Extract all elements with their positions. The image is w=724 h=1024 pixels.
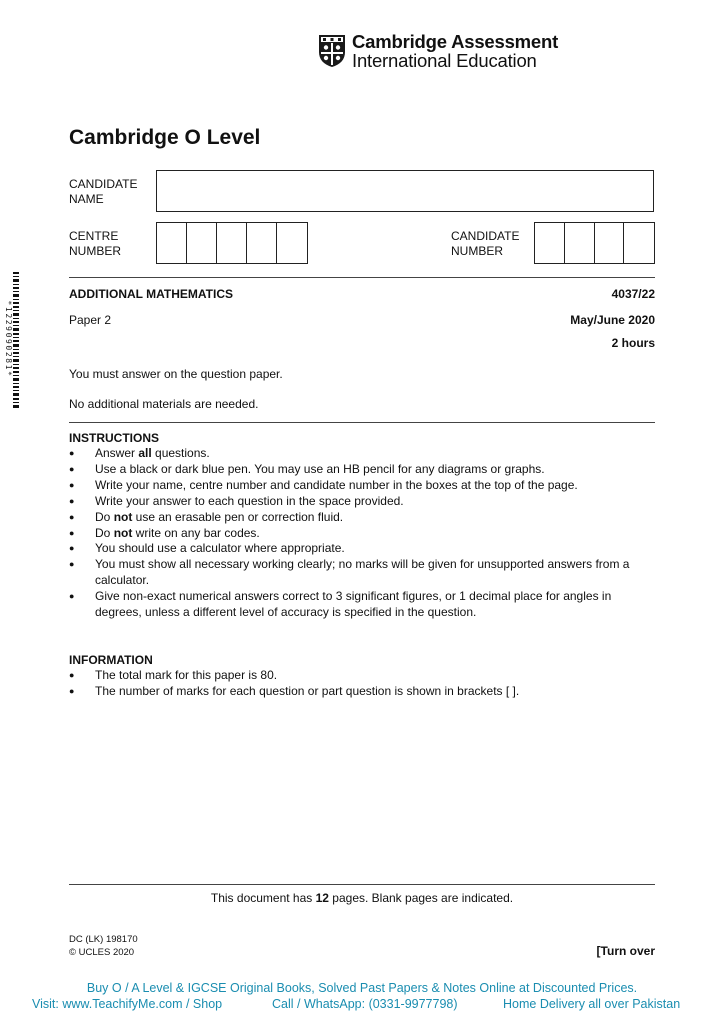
instruction-text: Write your name, centre number and candidate number in the boxes at the top of the page. [95,477,578,492]
paper-code: 4037/22 [611,287,655,301]
instruction-item [69,462,644,478]
candidate-number-cell[interactable] [624,223,654,263]
instructions-list [69,446,644,621]
centre-number-cell[interactable] [157,223,187,263]
instruction-text: You should use a calculator where appropriate. [95,541,345,556]
logo-line-1: Cambridge Assessment [352,31,559,52]
instruction-text: Write your answer to each question in the space provided. [95,493,404,508]
centre-number-label [69,229,121,259]
turn-over: [Turn over [596,944,655,958]
information-heading: INFORMATION [69,653,153,667]
paper-duration: 2 hours [611,336,655,350]
barcode-digits: *1229090281* [4,300,13,378]
dc-code: DC (LK) 198170 [69,934,138,945]
candidate-number-label [451,229,519,259]
divider [69,422,655,423]
instructions-heading: INSTRUCTIONS [69,431,159,445]
instruction-item [69,526,644,542]
candidate-name-label-line2: NAME [69,192,104,206]
centre-number-label-line1: CENTRE [69,229,119,243]
promo-visit-link[interactable]: Visit: www.TeachifyMe.com / Shop [32,997,223,1011]
instruction-item [69,478,644,494]
instruction-text: use an erasable pen or correction fluid. [132,509,344,524]
instruction-text: write on any bar codes. [132,525,260,540]
page-count-text: pages. Blank pages are indicated. [328,891,514,905]
instruction-item [69,510,644,526]
instruction-item [69,557,644,589]
instruction-item [69,541,644,557]
instruction-emphasis: not [113,509,133,524]
instruction-text: Use a black or dark blue pen. You may use an HB pencil for any diagrams or graphs. [95,461,545,476]
cambridge-logo [318,32,558,70]
answer-note: You must answer on the question paper. [69,367,283,381]
promo-line: Buy O / A Level & IGCSE Original Books, Solved Past Papers & Notes Online at Discounted Prices. [86,981,638,995]
centre-number-cell[interactable] [187,223,217,263]
candidate-name-label-line1: CANDIDATE [69,177,138,191]
instruction-emphasis: all [138,446,152,460]
candidate-number-cell[interactable] [595,223,625,263]
logo-line-2: International Education [352,50,537,71]
centre-number-cell[interactable] [247,223,277,263]
candidate-number-cell[interactable] [565,223,595,263]
instruction-text: Give non-exact numerical answers correct to 3 significant figures, or 1 decimal place for angles in degrees, unless a different level of accuracy is specified in the question. [95,589,612,620]
page-count-text: This document has [210,891,316,905]
materials-note: No additional materials are needed. [69,397,259,411]
information-item: ● The total mark for this paper is 80. [69,668,644,684]
instruction-item [69,446,644,462]
centre-number-label-line2: NUMBER [69,244,122,258]
paper-number: Paper 2 [69,313,112,327]
copyright: © UCLES 2020 [69,947,135,958]
centre-number-field[interactable] [156,222,308,264]
instruction-emphasis: not [113,525,133,540]
instruction-text: Do [95,509,114,524]
page-count-note [69,891,655,905]
instruction-text: Answer [95,446,139,460]
candidate-number-label-line1: CANDIDATE [451,229,520,243]
divider [69,277,655,278]
instruction-item [69,589,644,621]
information-item: ● The number of marks for each question or part question is shown in brackets [ ]. [69,684,644,700]
instruction-item [69,494,644,510]
candidate-number-label-line2: NUMBER [451,244,504,258]
promo-delivery: Home Delivery all over Pakistan [503,997,681,1011]
divider [69,884,655,885]
information-list [69,668,644,700]
paper-session: May/June 2020 [570,313,655,327]
page-count: 12 [315,891,329,905]
instruction-text: You must show all necessary working clearly; no marks will be given for unsupported answers from a calculator. [95,557,630,588]
centre-number-cell[interactable] [217,223,247,263]
promo-call[interactable]: Call / WhatsApp: (0331-9977798) [272,997,458,1011]
instruction-text: questions. [151,446,210,460]
page-title: Cambridge O Level [69,126,261,149]
cambridge-crest-icon [318,34,346,68]
centre-number-cell[interactable] [277,223,307,263]
candidate-name-label [69,177,137,207]
candidate-number-cell[interactable] [535,223,565,263]
candidate-name-field[interactable] [156,170,654,212]
candidate-number-field[interactable] [534,222,655,264]
instruction-text: Do [95,525,114,540]
subject-title: ADDITIONAL MATHEMATICS [69,287,233,301]
